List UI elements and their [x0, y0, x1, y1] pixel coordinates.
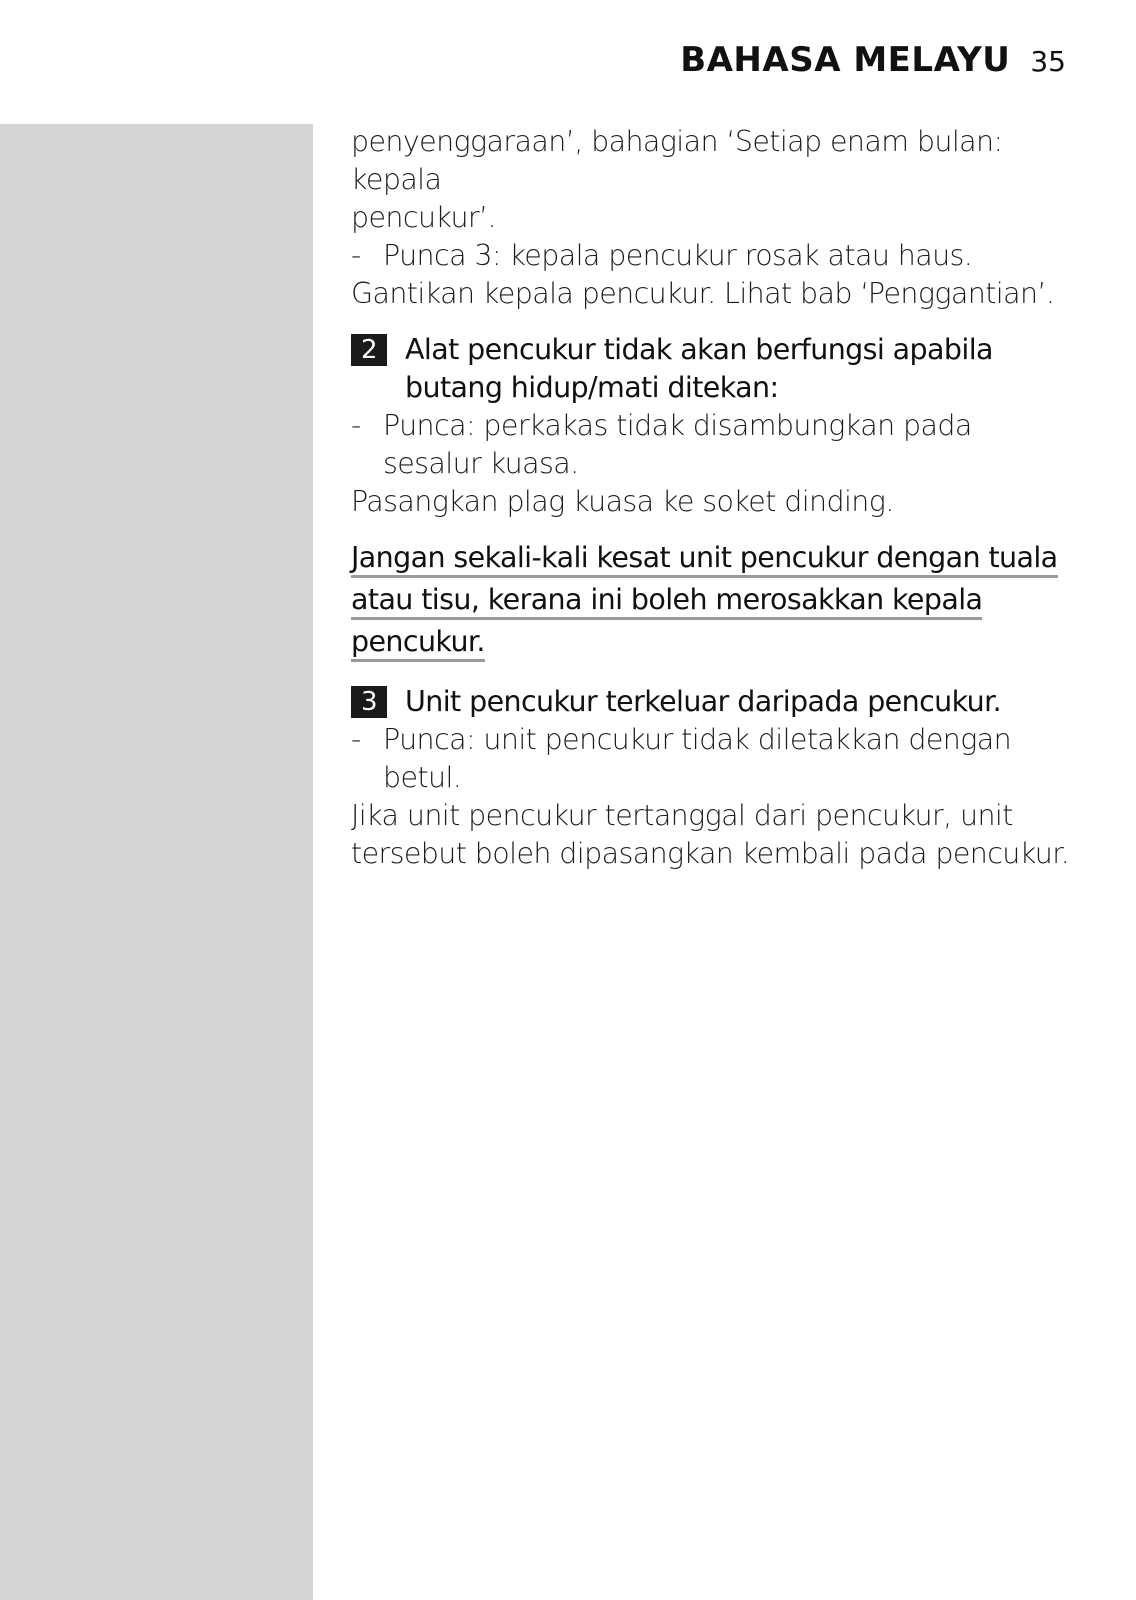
remedy-text-2: Pasangkan plag kuasa ke soket dinding.	[351, 485, 894, 518]
main-content	[351, 123, 1076, 873]
remedy-text-3-line-1: Jika unit pencukur tertanggal dari pencukur, unit	[351, 799, 1013, 832]
warning-text-line-2: atau tisu, kerana ini boleh merosakkan kepala	[351, 582, 982, 620]
problem-heading-2: Alat pencukur tidak akan berfungsi apabila butang hidup/mati ditekan:	[405, 333, 993, 404]
problem-heading-3: Unit pencukur terkeluar daripada pencukur.	[405, 685, 1002, 718]
cause-text-1: Punca 3: kepala pencukur rosak atau haus.	[383, 239, 973, 272]
page-number: 35	[1030, 45, 1066, 78]
step-number-badge: 3	[351, 686, 387, 718]
problem-step-3	[351, 683, 1076, 721]
cause-item-2	[351, 407, 1076, 483]
page-header	[680, 40, 1066, 90]
warning-text-line-1: Jangan sekali-kali kesat unit pencukur dengan tuala	[351, 540, 1058, 578]
bullet-dash: -	[351, 239, 361, 272]
cause-text-3: Punca: unit pencukur tidak diletakkan dengan betul.	[383, 723, 1012, 794]
bullet-dash: -	[351, 409, 361, 442]
section-title: BAHASA MELAYU	[680, 40, 1011, 80]
cause-text-2: Punca: perkakas tidak disambungkan pada sesalur kuasa.	[383, 409, 972, 480]
cause-item-1	[351, 237, 1076, 275]
intro-text-line-1: penyenggaraan’, bahagian ‘Setiap enam bulan: kepala	[351, 125, 1003, 196]
gray-sidebar-panel	[0, 124, 313, 1600]
remedy-text-1: Gantikan kepala pencukur. Lihat bab ‘Penggantian’.	[351, 277, 1055, 310]
cause-item-3	[351, 721, 1076, 797]
warning-note	[351, 539, 1076, 665]
bullet-dash: -	[351, 723, 361, 756]
remedy-text-3-line-2: tersebut boleh dipasangkan kembali pada pencukur.	[351, 837, 1070, 870]
intro-text-line-2: pencukur’.	[351, 201, 496, 234]
problem-step-2	[351, 331, 1076, 407]
step-number-badge: 2	[351, 334, 387, 366]
warning-text-line-3: pencukur.	[351, 624, 485, 662]
